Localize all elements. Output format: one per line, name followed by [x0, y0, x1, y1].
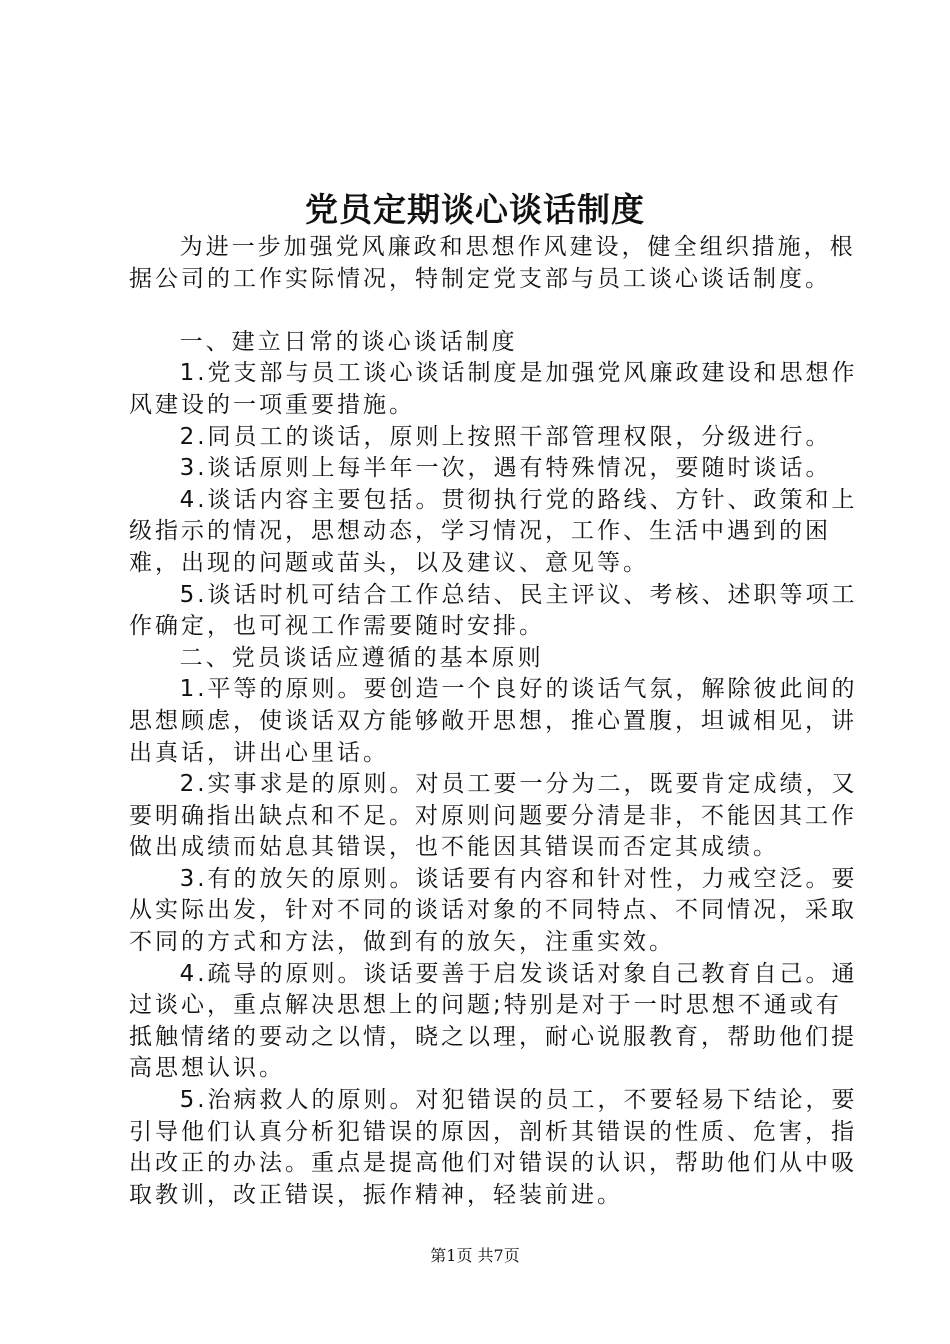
document-body	[129, 232, 859, 1211]
page-number-footer: 第1页 共7页	[430, 1246, 520, 1265]
paragraph: 5.治病救人的原则。对犯错误的员工，不要轻易下结论，要引导他们认真分析犯错误的原因，剖析其错误的性质、危害，指出改正的办法。重点是提高他们对错误的认识，帮助他们从中吸取教训，改正错误，振作精神，轻装前进。	[129, 1087, 858, 1208]
paragraph-intro: 为进一步加强党风廉政和思想作风建设，健全组织措施，根据公司的工作实际情况，特制定党支部与员工谈心谈话制度。	[129, 234, 856, 292]
paragraph: 4.谈话内容主要包括。贯彻执行党的路线、方针、政策和上级指示的情况，思想动态，学习情况，工作、生活中遇到的困难，出现的问题或苗头，以及建议、意见等。	[129, 486, 858, 576]
paragraph: 1.党支部与员工谈心谈话制度是加强党风廉政建设和思想作风建设的一项重要措施。	[129, 360, 858, 418]
section-heading-1: 一、建立日常的谈心谈话制度	[179, 328, 518, 355]
section-heading-2: 二、党员谈话应遵循的基本原则	[179, 644, 544, 671]
paragraph: 3.有的放矢的原则。谈话要有内容和针对性，力戒空泛。要从实际出发，针对不同的谈话对象的不同特点、不同情况，采取不同的方式和方法，做到有的放矢，注重实效。	[129, 865, 858, 956]
paragraph: 5.谈话时机可结合工作总结、民主评议、考核、述职等项工作确定，也可视工作需要随时安排。	[129, 581, 858, 640]
paragraph: 3.谈话原则上每半年一次，遇有特殊情况，要随时谈话。	[179, 455, 832, 482]
paragraph: 2.实事求是的原则。对员工要一分为二，既要肯定成绩，又要明确指出缺点和不足。对原则问题要分清是非，不能因其工作做出成绩而姑息其错误，也不能因其错误而否定其成绩。	[129, 771, 858, 861]
paragraph: 4.疏导的原则。谈话要善于启发谈话对象自己教育自己。通过谈心，重点解决思想上的问题;特别是对于一时思想不通或有抵触情绪的要动之以情，晓之以理，耐心说服教育，帮助他们提高思想认识。	[129, 960, 858, 1082]
paragraph: 1.平等的原则。要创造一个良好的谈话气氛，解除彼此间的思想顾虑，使谈话双方能够敞开思想，推心置腹，坦诚相见，讲出真话，讲出心里话。	[129, 676, 858, 766]
paragraph: 2.同员工的谈话，原则上按照干部管理权限，分级进行。	[179, 423, 832, 450]
document-title: 党员定期谈心谈话制度	[305, 190, 645, 229]
